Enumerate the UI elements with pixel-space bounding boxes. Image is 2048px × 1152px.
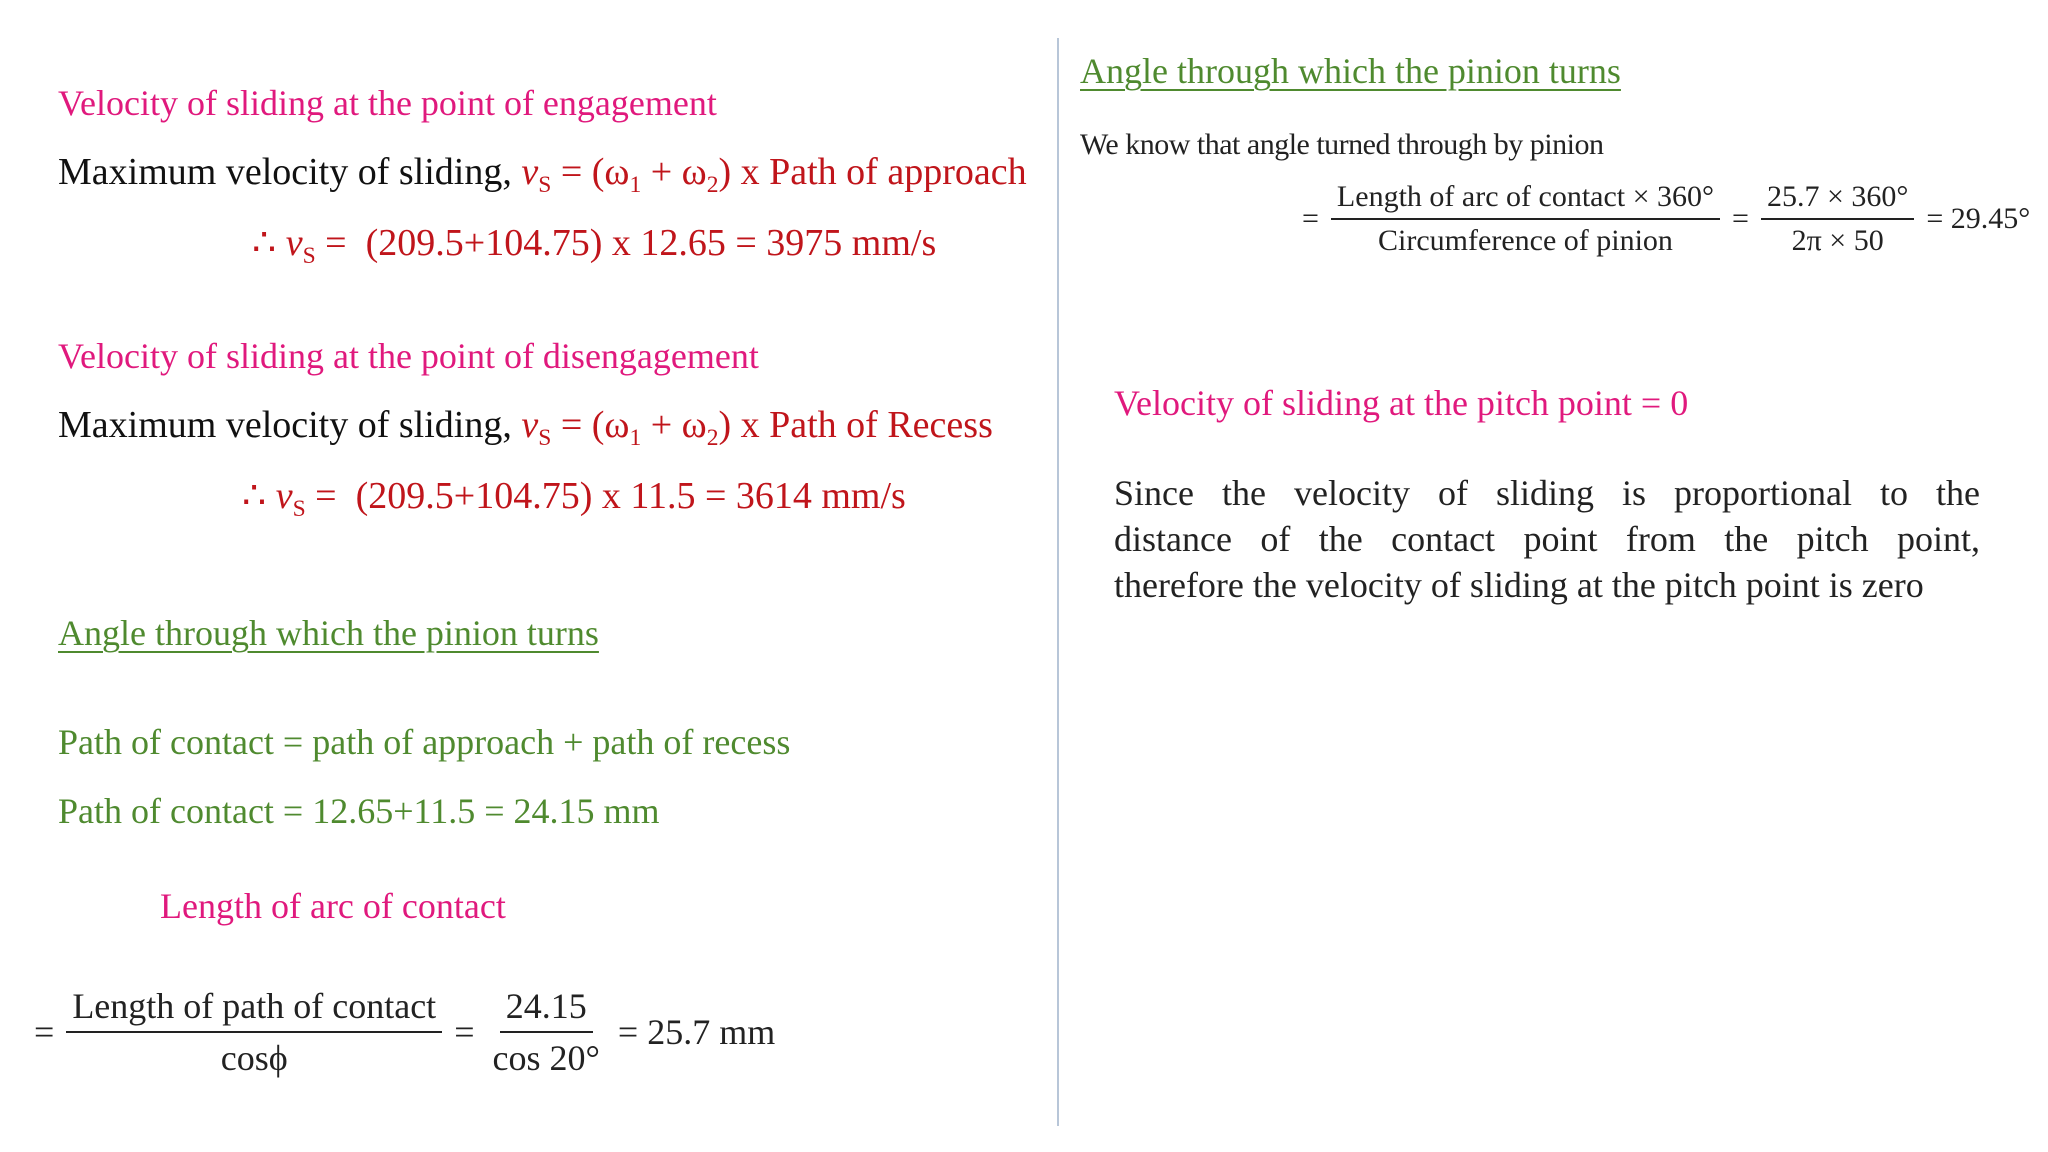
- disengagement-heading: Velocity of sliding at the point of disengagement: [58, 336, 759, 376]
- omega-sub-1: 1: [629, 425, 642, 452]
- fraction-values: [1761, 180, 1914, 258]
- column-divider: [1057, 38, 1059, 1126]
- engagement-calc: (209.5+104.75) x 12.65 = 3975 mm/s: [365, 222, 937, 264]
- fraction-arc-over-circumference: [1331, 180, 1720, 258]
- denominator: Circumference of pinion: [1378, 224, 1673, 257]
- disengagement-max-prefix: Maximum velocity of sliding,: [58, 404, 512, 446]
- omega-sub-2: 2: [706, 172, 719, 199]
- omega-sub-1: 1: [629, 172, 642, 199]
- disengagement-calc: (209.5+104.75) x 11.5 = 3614 mm/s: [355, 475, 906, 517]
- arc-of-contact-heading: Length of arc of contact: [160, 886, 506, 926]
- disengagement-calc-line: [242, 473, 906, 523]
- v-symbol: v: [521, 404, 539, 446]
- equals-sign: =: [325, 222, 347, 264]
- omega-sub-2: 2: [706, 425, 719, 452]
- s-subscript: S: [292, 496, 306, 523]
- formula-part-a: = (ω: [560, 151, 630, 193]
- engagement-calc-line: [252, 220, 937, 270]
- engagement-max-velocity-line: [58, 150, 1027, 199]
- engagement-heading: Velocity of sliding at the point of engagement: [58, 83, 717, 123]
- arc-length-equation: [28, 985, 781, 1079]
- fraction-path-over-cos: [66, 985, 442, 1079]
- engagement-max-prefix: Maximum velocity of sliding,: [58, 151, 512, 193]
- pitch-point-explanation: [1114, 470, 1980, 608]
- formula-part-c: ) x Path of approach: [718, 151, 1027, 193]
- disengagement-max-velocity-line: [58, 403, 993, 452]
- path-of-contact-definition: Path of contact = path of approach + path of recess: [58, 722, 791, 762]
- path-of-contact-value: Path of contact = 12.65+11.5 = 24.15 mm: [58, 791, 660, 831]
- formula-part-b: + ω: [650, 151, 707, 193]
- formula-part-b: + ω: [650, 404, 707, 446]
- eq-lead: =: [34, 1012, 55, 1052]
- numerator: Length of arc of contact × 360°: [1331, 180, 1720, 220]
- denominator: cos 20°: [492, 1038, 600, 1078]
- formula-part-a: = (ω: [560, 404, 630, 446]
- equals-sign: =: [315, 475, 337, 517]
- therefore-symbol: ∴: [252, 222, 277, 264]
- s-subscript: S: [538, 425, 552, 452]
- pitch-point-heading: Velocity of sliding at the pitch point = 0: [1114, 383, 1689, 423]
- angle-heading-right: Angle through which the pinion turns: [1080, 51, 1621, 91]
- angle-heading-left: Angle through which the pinion turns: [58, 613, 599, 653]
- pinion-angle-equation: [1296, 180, 2036, 258]
- paragraph-line-3: therefore the velocity of sliding at the pitch point is zero: [1114, 565, 1924, 605]
- v-symbol: v: [275, 475, 293, 517]
- numerator: 24.15: [500, 985, 593, 1033]
- eq-result: = 25.7 mm: [617, 1012, 776, 1052]
- eq-mid: =: [1732, 202, 1749, 235]
- know-text: We know that angle turned through by pinion: [1080, 128, 1604, 161]
- s-subscript: S: [538, 172, 552, 199]
- eq-result: = 29.45°: [1926, 202, 2031, 235]
- v-symbol: v: [285, 222, 303, 264]
- eq-lead: =: [1302, 202, 1319, 235]
- numerator: 25.7 × 360°: [1761, 180, 1914, 220]
- paragraph-line-2: distance of the contact point from the pitch point,: [1114, 519, 1980, 559]
- therefore-symbol: ∴: [242, 475, 267, 517]
- eq-mid: =: [454, 1012, 475, 1052]
- v-symbol: v: [521, 151, 539, 193]
- s-subscript: S: [302, 243, 316, 270]
- formula-part-c-recess: ) x Path of Recess: [718, 404, 993, 446]
- denominator: cosϕ: [220, 1038, 288, 1078]
- paragraph-line-1: Since the velocity of sliding is proportional to the: [1114, 473, 1980, 513]
- fraction-value-over-cos: [487, 985, 606, 1079]
- numerator: Length of path of contact: [66, 985, 442, 1033]
- denominator: 2π × 50: [1791, 224, 1884, 257]
